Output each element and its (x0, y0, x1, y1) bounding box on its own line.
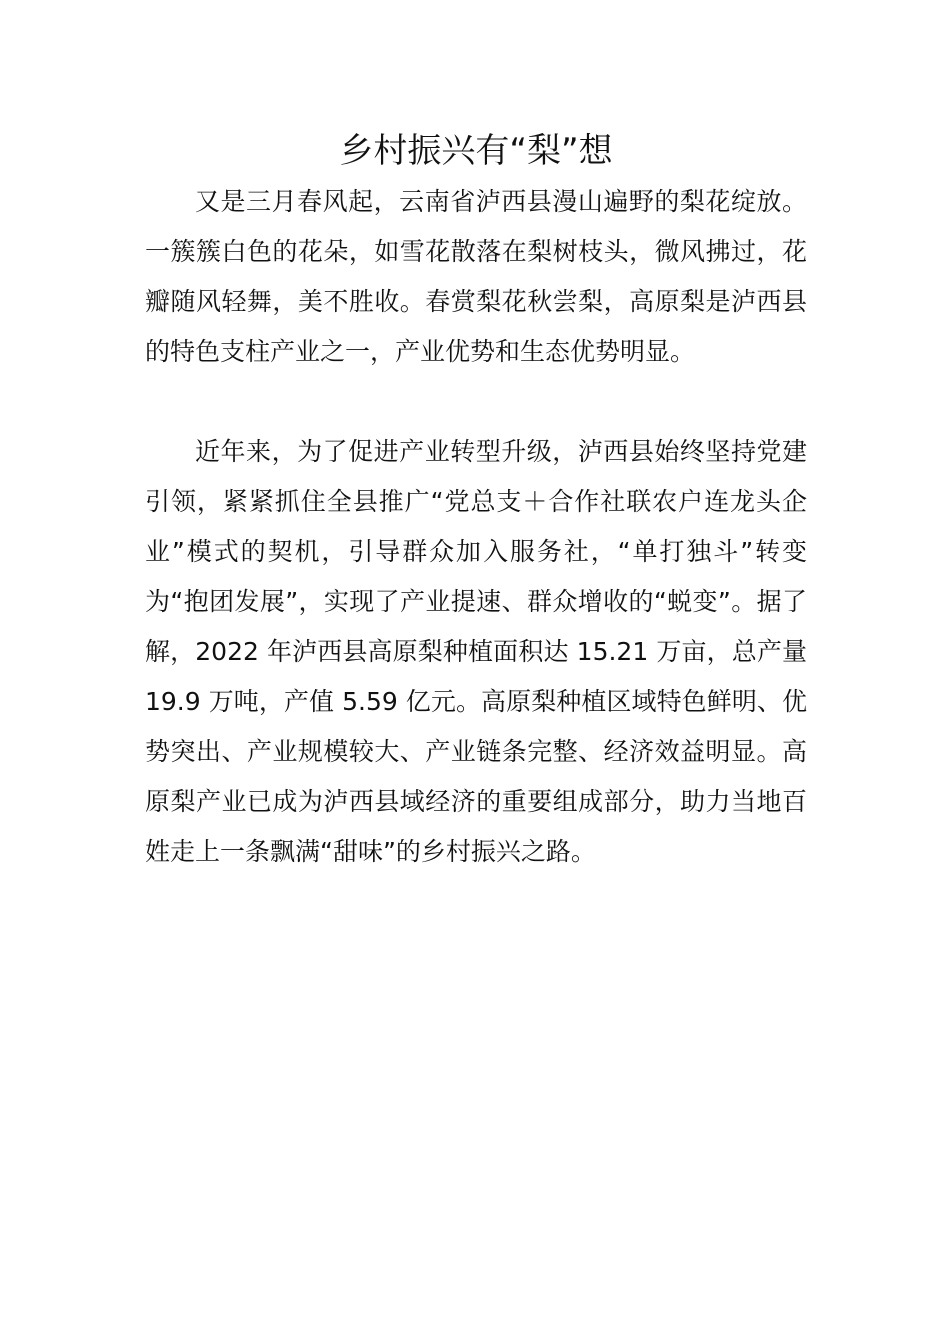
paragraph-development: 近年来，为了促进产业转型升级，泸西县始终坚持党建引领，紧紧抓住全县推广“党总支＋合作社联农户连龙头企业”模式的契机，引导群众加入服务社，“单打独斗”转变为“抱团发展”，实现了产业提速、群众增收的“蜕变”。据了解，2022 年泸西县高原梨种植面积达 15.21 万亩，总产量 19.9 万吨，产值 5.59 亿元。高原梨种植区域特色鲜明、优势突出、产业规模较大、产业链条完整、经济效益明显。高原梨产业已成为泸西县域经济的重要组成部分，助力当地百姓走上一条飘满“甜味”的乡村振兴之路。 (145, 437, 807, 866)
article (145, 125, 807, 877)
paragraph-intro: 又是三月春风起，云南省泸西县漫山遍野的梨花绽放。一簇簇白色的花朵，如雪花散落在梨树枝头，微风拂过，花瓣随风轻舞，美不胜收。春赏梨花秋尝梨，高原梨是泸西县的特色支柱产业之一，产业优势和生态优势明显。 (145, 187, 807, 366)
article-title: 乡村振兴有“梨”想 (339, 131, 613, 171)
